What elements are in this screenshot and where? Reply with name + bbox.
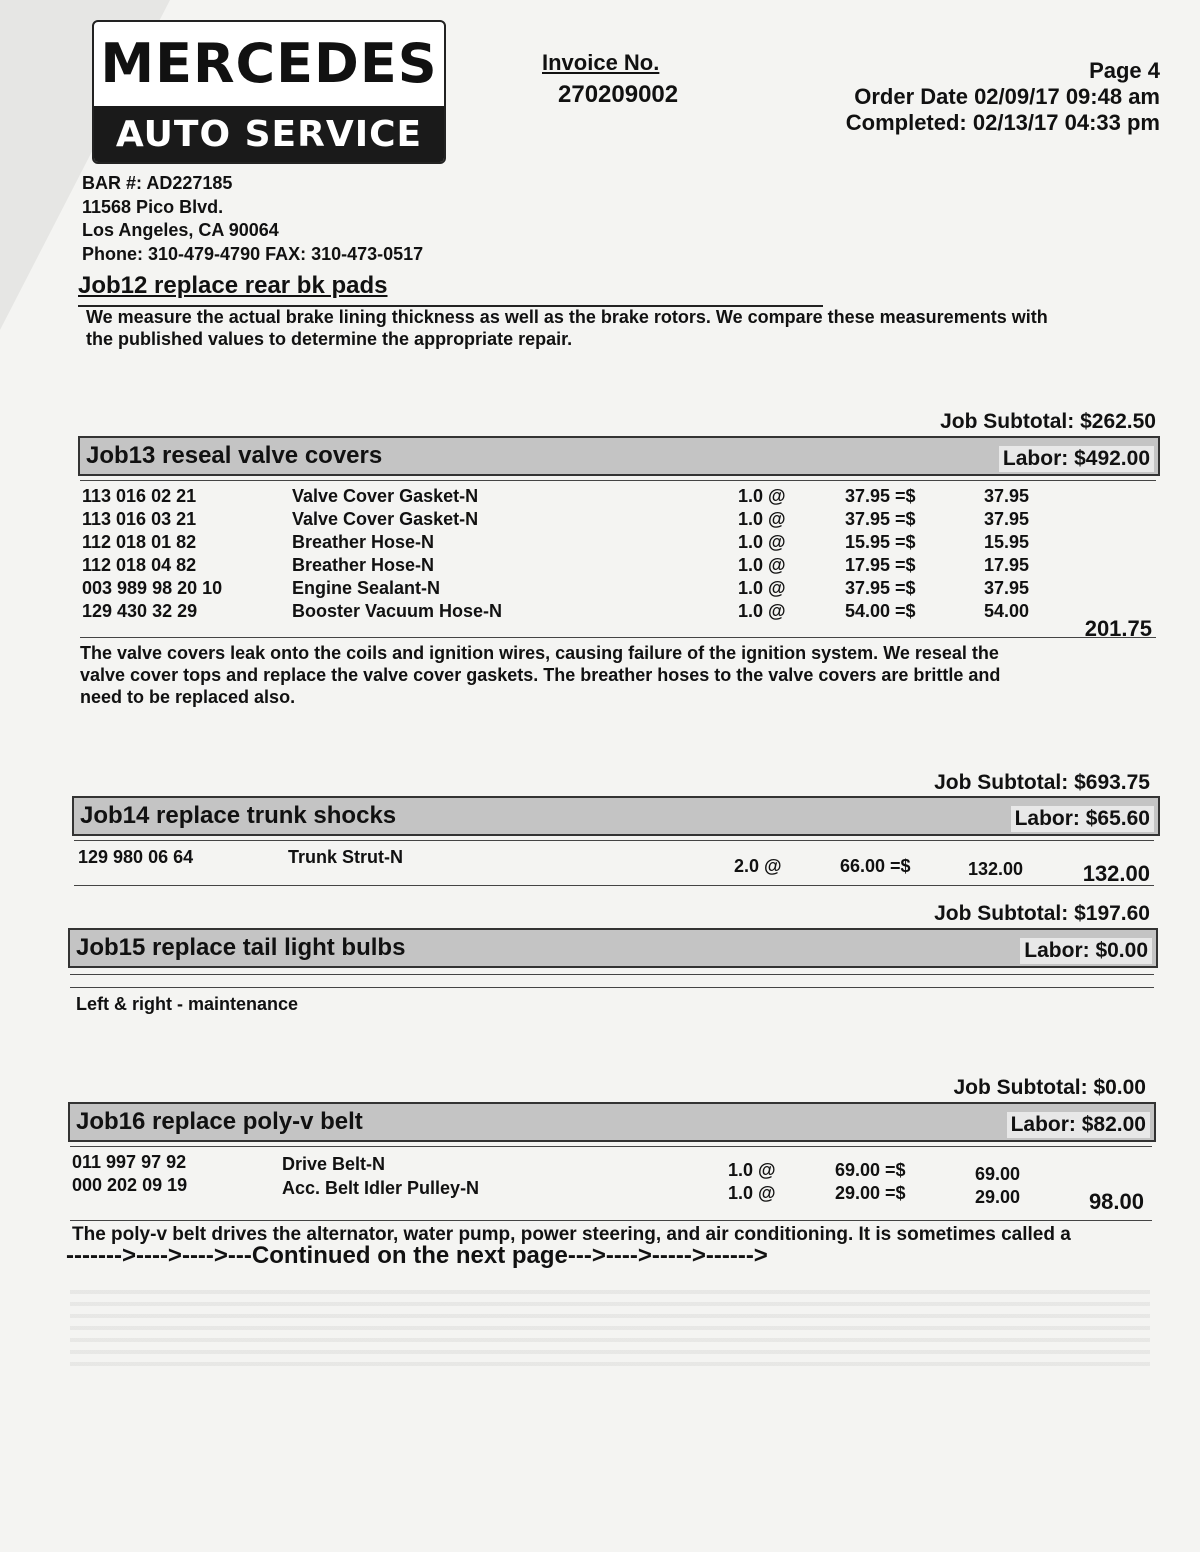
job12-title: Job12 replace rear bk pads (78, 272, 388, 299)
divider (70, 987, 1154, 988)
part-extended: 69.00 (975, 1164, 1021, 1184)
part-row (0, 1152, 1200, 1184)
shop-city: Los Angeles, CA 90064 (82, 220, 279, 240)
part-row (0, 578, 1200, 601)
job13-header-bar (78, 436, 1160, 476)
part-extended: 37.95 (984, 509, 1030, 529)
part-description: Acc. Belt Idler Pulley-N (282, 1178, 480, 1198)
divider (70, 974, 1154, 975)
part-qty: 1.0 @ (738, 532, 786, 552)
part-description: Breather Hose-N (292, 555, 435, 575)
part-extended: 54.00 (984, 601, 1030, 621)
shop-street: 11568 Pico Blvd. (82, 196, 224, 217)
part-qty: 1.0 @ (738, 509, 786, 529)
job16-description: The poly-v belt drives the alternator, water pump, power steering, and air conditioning. It is sometimes called a (72, 1224, 1071, 1245)
job12-desc-line-2: the published values to determine the appropriate repair. (86, 329, 573, 349)
part-price: 17.95 =$ (845, 555, 916, 575)
part-number: 112 018 01 82 (82, 532, 197, 552)
job16-title: Job16 replace poly-v belt (76, 1108, 363, 1135)
part-number: 000 202 09 19 (72, 1175, 188, 1195)
part-price: 37.95 =$ (845, 486, 916, 506)
part-extended: 15.95 (984, 532, 1030, 552)
job15-title: Job15 replace tail light bulbs (76, 934, 406, 961)
bar-number: BAR #: AD227185 (82, 173, 233, 193)
part-qty: 1.0 @ (738, 601, 786, 621)
part-number: 003 989 98 20 10 (82, 578, 223, 598)
job14-title: Job14 replace trunk shocks (80, 802, 397, 829)
logo-bottom-text: AUTO SERVICE (94, 106, 444, 162)
job16-labor: Labor: $82.00 (1007, 1112, 1150, 1138)
shop-logo (92, 20, 446, 164)
part-qty: 1.0 @ (738, 486, 786, 506)
logo-top-text: MERCEDES (100, 31, 438, 95)
job15-note: Left & right - maintenance (76, 994, 299, 1014)
part-price: 54.00 =$ (845, 601, 916, 621)
part-qty: 2.0 @ (734, 856, 782, 876)
job13-desc-line-3: need to be replaced also. (80, 687, 296, 707)
part-row (0, 847, 1200, 879)
part-qty: 1.0 @ (728, 1183, 776, 1203)
completed-date: Completed: 02/13/17 04:33 pm (845, 110, 1160, 135)
part-description: Valve Cover Gasket-N (292, 486, 479, 506)
part-description: Engine Sealant-N (292, 578, 441, 598)
continued-notice: ------->---->---->---Continued on the next page--->---->----->------> (66, 1242, 768, 1269)
job13-desc-line-2: valve cover tops and replace the valve cover gaskets. The breather hoses to the valve covers are brittle and (80, 665, 1001, 685)
job15-header-bar (68, 928, 1158, 968)
divider (70, 1146, 1152, 1147)
job14-parts-total: 132.00 (1082, 861, 1150, 886)
divider (80, 637, 1156, 638)
job13-subtotal: Job Subtotal: $693.75 (934, 771, 1150, 794)
job13-desc-line-1: The valve covers leak onto the coils and ignition wires, causing failure of the ignition system. We reseal the (80, 643, 999, 663)
part-price: 37.95 =$ (845, 509, 916, 529)
part-row (0, 486, 1200, 509)
part-description: Valve Cover Gasket-N (292, 509, 479, 529)
invoice-label: Invoice No. (542, 50, 660, 75)
part-extended: 37.95 (984, 486, 1030, 506)
part-number: 129 980 06 64 (78, 847, 194, 867)
part-row (0, 509, 1200, 532)
part-extended: 132.00 (968, 859, 1024, 879)
part-qty: 1.0 @ (738, 555, 786, 575)
divider (74, 840, 1154, 841)
divider (74, 885, 1154, 886)
faint-bleedthrough-text (70, 1290, 1150, 1370)
part-description: Booster Vacuum Hose-N (292, 601, 503, 621)
job12-description (86, 306, 1048, 350)
part-description: Breather Hose-N (292, 532, 435, 552)
part-price: 15.95 =$ (845, 532, 916, 552)
shop-phone: Phone: 310-479-4790 FAX: 310-473-0517 (82, 243, 424, 264)
part-qty: 1.0 @ (728, 1160, 776, 1180)
part-qty: 1.0 @ (738, 578, 786, 598)
job13-parts-total: 201.75 (1084, 616, 1152, 641)
part-price: 69.00 =$ (835, 1160, 906, 1180)
part-price: 29.00 =$ (835, 1183, 906, 1203)
job12-desc-line-1: We measure the actual brake lining thickness as well as the brake rotors. We compare these measurements with (86, 307, 1048, 327)
job15-labor: Labor: $0.00 (1020, 938, 1152, 964)
job13-description (80, 642, 1000, 708)
part-number: 113 016 02 21 (82, 486, 197, 506)
job12-subtotal: Job Subtotal: $262.50 (940, 410, 1156, 433)
part-price: 37.95 =$ (845, 578, 916, 598)
part-extended: 17.95 (984, 555, 1030, 575)
part-row (0, 601, 1200, 624)
part-price: 66.00 =$ (840, 856, 911, 876)
job14-header-bar (72, 796, 1160, 836)
shop-info (82, 172, 423, 266)
part-row (0, 555, 1200, 578)
part-number: 129 430 32 29 (82, 601, 198, 621)
invoice-number: 270209002 (558, 81, 679, 108)
job13-title: Job13 reseal valve covers (86, 442, 383, 469)
part-extended: 29.00 (975, 1187, 1021, 1207)
job16-header-bar (68, 1102, 1156, 1142)
part-row (0, 532, 1200, 555)
part-description: Trunk Strut-N (288, 847, 403, 867)
part-number: 112 018 04 82 (82, 555, 197, 575)
job13-labor: Labor: $492.00 (999, 446, 1154, 472)
job14-labor: Labor: $65.60 (1011, 806, 1154, 832)
job16-parts-total: 98.00 (1088, 1189, 1144, 1214)
page-number: Page 4 (1089, 58, 1160, 83)
part-description: Drive Belt-N (282, 1154, 386, 1174)
part-number: 113 016 03 21 (82, 509, 197, 529)
divider (80, 480, 1156, 481)
order-date: Order Date 02/09/17 09:48 am (854, 84, 1160, 109)
job15-subtotal: Job Subtotal: $0.00 (953, 1076, 1146, 1099)
part-extended: 37.95 (984, 578, 1030, 598)
order-info (846, 58, 1160, 136)
job14-subtotal: Job Subtotal: $197.60 (934, 902, 1150, 925)
part-number: 011 997 97 92 (72, 1152, 187, 1172)
